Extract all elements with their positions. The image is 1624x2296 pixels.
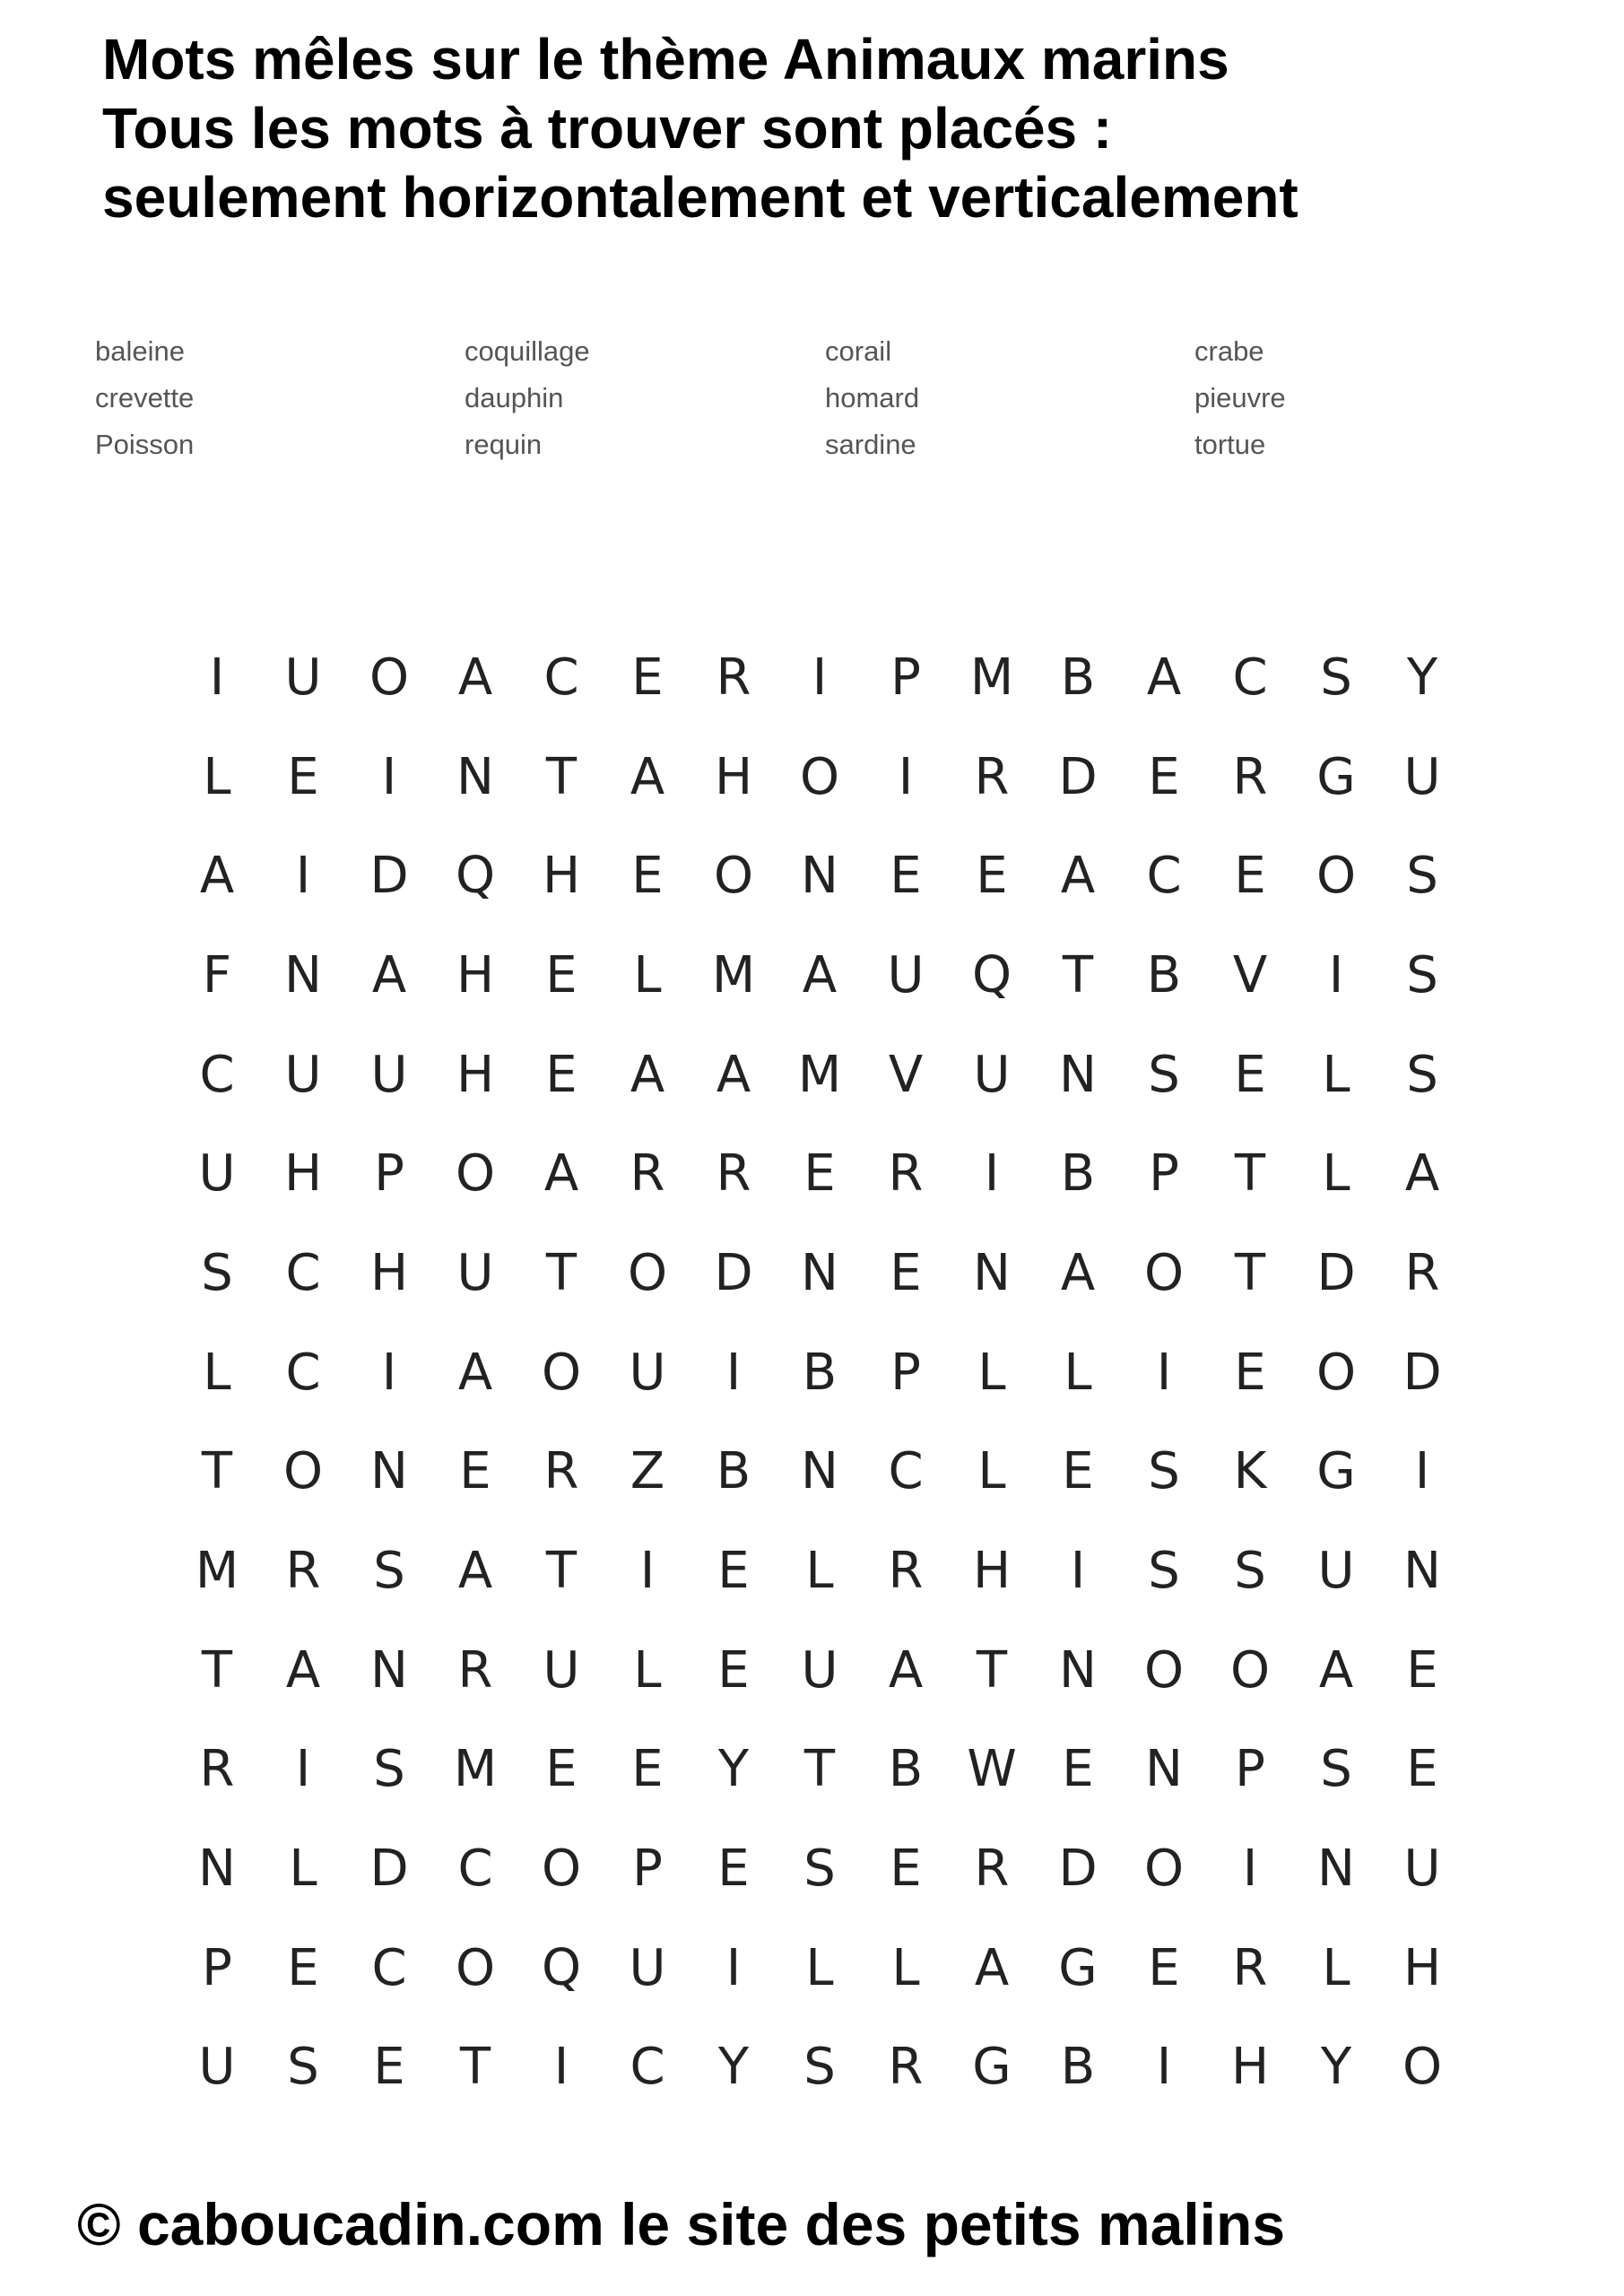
grid-cell[interactable]: I (1414, 1442, 1430, 1501)
grid-cell[interactable]: D (1058, 1839, 1098, 1899)
grid-cell[interactable]: O (369, 648, 410, 707)
word-item: baleine (95, 335, 185, 367)
grid-cell[interactable]: U (629, 1938, 666, 1997)
grid-cell[interactable]: A (457, 1542, 493, 1601)
grid-cell[interactable]: C (199, 1045, 235, 1104)
grid-cell[interactable]: U (284, 1045, 322, 1104)
grid-cell[interactable]: S (1148, 1045, 1180, 1104)
grid-cell[interactable]: G (1058, 1938, 1098, 1997)
grid-cell[interactable]: E (1148, 1938, 1180, 1997)
grid-cell[interactable]: T (545, 1542, 578, 1601)
grid-cell[interactable]: G (1316, 1442, 1356, 1501)
grid-cell[interactable]: Q (541, 1938, 582, 1997)
grid-cell[interactable]: H (456, 1045, 495, 1104)
grid-cell[interactable]: L (633, 1640, 662, 1700)
grid-cell[interactable]: U (456, 1243, 494, 1302)
grid-cell[interactable]: Y (717, 2038, 750, 2097)
grid-cell[interactable]: C (630, 2038, 665, 2097)
grid-cell[interactable]: O (455, 1144, 496, 1204)
grid-cell[interactable]: C (1146, 847, 1182, 906)
grid-cell[interactable]: R (1232, 747, 1268, 806)
grid-cell[interactable]: I (725, 1343, 742, 1402)
grid-cell[interactable]: U (1403, 747, 1441, 806)
grid-cell[interactable]: H (283, 1144, 323, 1204)
grid-cell[interactable]: T (1234, 1243, 1266, 1302)
word-item: homard (825, 382, 920, 413)
grid-cell[interactable]: O (282, 1442, 324, 1501)
grid-cell[interactable]: N (370, 1640, 408, 1700)
grid-cell[interactable]: T (545, 1243, 578, 1302)
grid-cell[interactable]: O (1402, 2038, 1443, 2097)
grid-cell[interactable]: O (1143, 1839, 1185, 1899)
grid-cell[interactable]: O (1316, 1343, 1357, 1402)
grid-cell[interactable]: S (803, 1839, 836, 1899)
grid-cell[interactable]: D (1403, 1343, 1442, 1402)
grid-cell[interactable]: M (711, 945, 756, 1004)
grid-cell[interactable]: B (1060, 2038, 1096, 2097)
word-item: pieuvre (1194, 382, 1286, 413)
grid-cell[interactable]: I (381, 747, 397, 806)
grid-cell[interactable]: R (285, 1542, 321, 1601)
grid-cell[interactable]: E (1406, 1740, 1438, 1799)
grid-cell[interactable]: C (285, 1243, 321, 1302)
grid-cell[interactable]: B (1060, 1144, 1096, 1204)
grid-cell[interactable]: I (1070, 1542, 1086, 1601)
grid-cell[interactable]: O (1143, 1640, 1185, 1700)
grid-cell[interactable]: S (1406, 945, 1438, 1004)
grid-cell[interactable]: Q (455, 847, 496, 906)
grid-cell[interactable]: N (801, 1243, 838, 1302)
grid-cell[interactable]: A (974, 1938, 1010, 1997)
grid-cell[interactable]: C (457, 1839, 493, 1899)
grid-cell[interactable]: N (1403, 1542, 1441, 1601)
grid-cell[interactable]: O (1143, 1243, 1185, 1302)
grid-cell[interactable]: W (967, 1740, 1017, 1799)
grid-cell[interactable]: I (639, 1542, 656, 1601)
word-item: coquillage (465, 335, 590, 367)
grid-cell[interactable]: A (371, 945, 407, 1004)
grid-cell[interactable]: R (543, 1442, 579, 1501)
grid-cell[interactable]: E (287, 747, 319, 806)
grid-cell[interactable]: L (1322, 1045, 1350, 1104)
grid-cell[interactable]: P (374, 1144, 404, 1204)
grid-cell[interactable]: A (888, 1640, 924, 1700)
grid-cell[interactable]: I (1328, 945, 1344, 1004)
grid-cell[interactable]: E (890, 1839, 922, 1899)
grid-cell[interactable]: O (713, 847, 754, 906)
grid-cell[interactable]: E (890, 1243, 922, 1302)
grid-cell[interactable]: R (888, 1144, 924, 1204)
grid-cell[interactable]: S (1148, 1442, 1180, 1501)
grid-cell[interactable]: E (545, 1740, 578, 1799)
grid-cell[interactable]: S (1320, 648, 1352, 707)
grid-cell[interactable]: A (630, 1045, 665, 1104)
grid-cell[interactable]: H (369, 1243, 409, 1302)
grid-cell[interactable]: H (1403, 1938, 1442, 1997)
grid-cell[interactable]: E (803, 1144, 836, 1204)
grid-cell[interactable]: O (541, 1343, 582, 1402)
grid-cell[interactable]: I (898, 747, 914, 806)
grid-cell[interactable]: Y (1406, 648, 1438, 707)
grid-cell[interactable]: M (195, 1542, 239, 1601)
grid-cell[interactable]: U (973, 1045, 1011, 1104)
grid-cell[interactable]: I (381, 1343, 397, 1402)
grid-cell[interactable]: N (1317, 1839, 1355, 1899)
grid-cell[interactable]: S (201, 1243, 233, 1302)
word-item: dauphin (465, 382, 564, 413)
grid-cell[interactable]: I (553, 2038, 569, 2097)
grid-cell[interactable]: L (977, 1442, 1006, 1501)
grid-cell[interactable]: D (369, 1839, 409, 1899)
grid-cell[interactable]: T (201, 1442, 233, 1501)
grid-cell[interactable]: L (1322, 1938, 1350, 1997)
grid-cell[interactable]: L (289, 1839, 317, 1899)
word-item: corail (825, 335, 892, 367)
grid-cell[interactable]: E (1234, 847, 1266, 906)
grid-cell[interactable]: E (459, 1442, 491, 1501)
grid-cell[interactable]: Q (971, 945, 1012, 1004)
grid-cell[interactable]: S (1234, 1542, 1266, 1601)
grid-cell[interactable]: O (799, 747, 840, 806)
grid-cell[interactable]: T (1234, 1144, 1266, 1204)
grid-cell[interactable]: N (198, 1839, 236, 1899)
grid-cell[interactable]: M (453, 1740, 498, 1799)
grid-cell[interactable]: O (1316, 847, 1357, 906)
grid-cell[interactable]: P (202, 1938, 232, 1997)
grid-cell[interactable]: O (455, 1938, 496, 1997)
grid-cell[interactable]: D (1316, 1243, 1356, 1302)
grid-cell[interactable]: I (1242, 1839, 1258, 1899)
grid-cell[interactable]: R (457, 1640, 493, 1700)
grid-cell[interactable]: E (976, 847, 1008, 906)
grid-cell[interactable]: N (1059, 1640, 1097, 1700)
grid-cell[interactable]: A (285, 1640, 321, 1700)
grid-cell[interactable]: M (969, 648, 1014, 707)
grid-cell[interactable]: R (974, 747, 1010, 806)
grid-cell[interactable]: N (801, 847, 838, 906)
grid-cell[interactable]: S (803, 2038, 836, 2097)
grid-cell[interactable]: L (891, 1938, 920, 1997)
grid-cell[interactable]: I (984, 1144, 1000, 1204)
grid-cell[interactable]: U (284, 648, 322, 707)
grid-cell[interactable]: V (888, 1045, 924, 1104)
word-item: tortue (1194, 429, 1266, 460)
grid-cell[interactable]: L (203, 747, 231, 806)
grid-cell[interactable]: C (285, 1343, 321, 1402)
grid-cell[interactable]: A (1318, 1640, 1354, 1700)
grid-cell[interactable]: R (1232, 1938, 1268, 1997)
grid-cell[interactable]: P (1149, 1144, 1179, 1204)
word-item: crevette (95, 382, 195, 413)
grid-cell[interactable]: N (456, 747, 494, 806)
word-column-1 (95, 328, 194, 468)
grid-cell[interactable]: P (632, 1839, 663, 1899)
grid-cell[interactable]: Y (1320, 2038, 1352, 2097)
grid-cell[interactable]: N (801, 1442, 838, 1501)
grid-cell[interactable]: E (717, 1542, 750, 1601)
grid-cell[interactable]: E (1062, 1740, 1094, 1799)
grid-cell[interactable]: T (201, 1640, 233, 1700)
grid-cell[interactable]: H (1230, 2038, 1270, 2097)
grid-cell[interactable]: P (890, 648, 921, 707)
grid-cell[interactable]: Y (717, 1740, 750, 1799)
grid-cell[interactable]: T (1062, 945, 1094, 1004)
grid-cell[interactable]: A (457, 648, 493, 707)
grid-cell[interactable]: A (1404, 1144, 1440, 1204)
letter-grid (174, 628, 1465, 2117)
grid-cell[interactable]: Z (630, 1442, 665, 1501)
grid-cell[interactable]: L (805, 1542, 834, 1601)
grid-cell[interactable]: M (797, 1045, 842, 1104)
grid-cell[interactable]: C (1232, 648, 1268, 707)
grid-cell[interactable]: A (199, 847, 235, 906)
grid-cell[interactable]: A (716, 1045, 751, 1104)
grid-cell[interactable]: U (1317, 1542, 1355, 1601)
grid-cell[interactable]: E (1234, 1343, 1266, 1402)
grid-cell[interactable]: E (631, 847, 664, 906)
grid-cell[interactable]: L (1064, 1343, 1092, 1402)
grid-cell[interactable]: T (545, 747, 578, 806)
grid-cell[interactable]: E (1406, 1640, 1438, 1700)
grid-cell[interactable]: G (1316, 747, 1356, 806)
grid-cell[interactable]: B (1146, 945, 1182, 1004)
grid-cell[interactable]: B (802, 1343, 838, 1402)
grid-cell[interactable]: A (457, 1343, 493, 1402)
grid-cell[interactable]: L (805, 1938, 834, 1997)
title-line-1: Mots mêles sur le thème Animaux marins (102, 27, 1229, 91)
grid-cell[interactable]: P (890, 1343, 921, 1402)
grid-cell[interactable]: I (295, 847, 311, 906)
grid-cell[interactable]: A (1146, 648, 1182, 707)
grid-cell[interactable]: A (1060, 847, 1096, 906)
grid-cell[interactable]: U (543, 1640, 580, 1700)
grid-cell[interactable]: C (543, 648, 579, 707)
word-column-4 (1194, 328, 1286, 468)
grid-cell[interactable]: S (287, 2038, 319, 2097)
grid-cell[interactable]: V (1232, 945, 1268, 1004)
grid-cell[interactable]: T (803, 1740, 836, 1799)
grid-cell[interactable]: L (1322, 1144, 1350, 1204)
title-line-3: seulement horizontalement et verticalement (102, 165, 1298, 230)
grid-cell[interactable]: U (1403, 1839, 1441, 1899)
grid-cell[interactable]: U (198, 1144, 236, 1204)
grid-cell[interactable]: T (976, 1640, 1008, 1700)
grid-cell[interactable]: P (1235, 1740, 1265, 1799)
grid-cell[interactable]: C (888, 1442, 924, 1501)
grid-cell[interactable]: I (1156, 1343, 1172, 1402)
grid-cell[interactable]: B (1060, 648, 1096, 707)
page-title (102, 25, 1573, 232)
grid-cell[interactable]: A (802, 945, 838, 1004)
grid-cell[interactable]: U (370, 1045, 408, 1104)
grid-cell[interactable]: E (373, 2038, 405, 2097)
grid-cell[interactable]: N (973, 1243, 1011, 1302)
grid-cell[interactable]: O (541, 1839, 582, 1899)
grid-cell[interactable]: R (974, 1839, 1010, 1899)
word-column-3 (825, 328, 919, 468)
grid-cell[interactable]: E (287, 1938, 319, 1997)
grid-cell[interactable]: R (888, 1542, 924, 1601)
grid-cell[interactable]: S (373, 1740, 405, 1799)
grid-cell[interactable]: E (545, 945, 578, 1004)
grid-cell[interactable]: N (1145, 1740, 1183, 1799)
grid-cell[interactable]: S (1320, 1740, 1352, 1799)
grid-cell[interactable]: D (369, 847, 409, 906)
grid-cell[interactable]: T (459, 2038, 491, 2097)
title-line-2: Tous les mots à trouver sont placés : (102, 96, 1113, 161)
grid-cell[interactable]: I (209, 648, 225, 707)
grid-cell[interactable]: R (716, 648, 751, 707)
word-list (95, 328, 1440, 472)
grid-cell[interactable]: K (1233, 1442, 1267, 1501)
grid-cell[interactable]: I (295, 1740, 311, 1799)
word-column-2 (465, 328, 590, 468)
grid-cell[interactable]: L (633, 945, 662, 1004)
grid-cell[interactable]: E (545, 1045, 578, 1104)
grid-cell[interactable]: U (801, 1640, 838, 1700)
grid-cell[interactable]: R (630, 1144, 665, 1204)
grid-cell[interactable]: E (890, 847, 922, 906)
grid-cell[interactable]: S (1406, 1045, 1438, 1104)
grid-cell[interactable]: E (631, 1740, 664, 1799)
word-item: crabe (1194, 335, 1264, 367)
grid-cell[interactable]: H (456, 945, 495, 1004)
footer-copyright: © caboucadin.com le site des petits malins (77, 2191, 1286, 2257)
grid-cell[interactable]: I (812, 648, 828, 707)
grid-cell[interactable]: E (717, 1640, 750, 1700)
grid-cell[interactable]: E (1148, 747, 1180, 806)
grid-cell[interactable]: O (627, 1243, 668, 1302)
grid-cell[interactable]: B (716, 1442, 751, 1501)
grid-cell[interactable]: L (203, 1343, 231, 1402)
grid-cell[interactable]: H (714, 747, 753, 806)
grid-cell[interactable]: L (977, 1343, 1006, 1402)
grid-cell[interactable]: E (631, 648, 664, 707)
grid-cell[interactable]: D (1058, 747, 1098, 806)
word-item: sardine (825, 429, 916, 460)
grid-cell[interactable]: R (716, 1144, 751, 1204)
grid-cell[interactable]: S (373, 1542, 405, 1601)
grid-cell[interactable]: S (1148, 1542, 1180, 1601)
grid-cell[interactable]: S (1406, 847, 1438, 906)
grid-cell[interactable]: A (630, 747, 665, 806)
grid-cell[interactable]: A (543, 1144, 579, 1204)
grid-cell[interactable]: H (542, 847, 581, 906)
grid-cell[interactable]: R (1404, 1243, 1440, 1302)
grid-cell[interactable]: O (1229, 1640, 1271, 1700)
grid-cell[interactable]: H (972, 1542, 1012, 1601)
grid-cell[interactable]: E (1062, 1442, 1094, 1501)
grid-cell[interactable]: N (1059, 1045, 1097, 1104)
grid-cell[interactable]: A (1060, 1243, 1096, 1302)
grid-cell[interactable]: R (199, 1740, 235, 1799)
grid-cell[interactable]: D (714, 1243, 753, 1302)
word-item: requin (465, 429, 543, 460)
grid-cell[interactable]: N (370, 1442, 408, 1501)
grid-cell[interactable]: B (888, 1740, 924, 1799)
grid-cell[interactable]: I (1156, 2038, 1172, 2097)
grid-cell[interactable]: E (717, 1839, 750, 1899)
grid-cell[interactable]: E (1234, 1045, 1266, 1104)
grid-cell[interactable]: F (202, 945, 232, 1004)
grid-cell[interactable]: G (972, 2038, 1012, 2097)
grid-cell[interactable]: R (888, 2038, 924, 2097)
grid-cell[interactable]: U (887, 945, 925, 1004)
grid-cell[interactable]: U (629, 1343, 666, 1402)
grid-cell[interactable]: N (284, 945, 322, 1004)
word-item: Poisson (95, 429, 195, 460)
grid-cell[interactable]: I (725, 1938, 742, 1997)
grid-cell[interactable]: U (198, 2038, 236, 2097)
grid-cell[interactable]: C (371, 1938, 407, 1997)
